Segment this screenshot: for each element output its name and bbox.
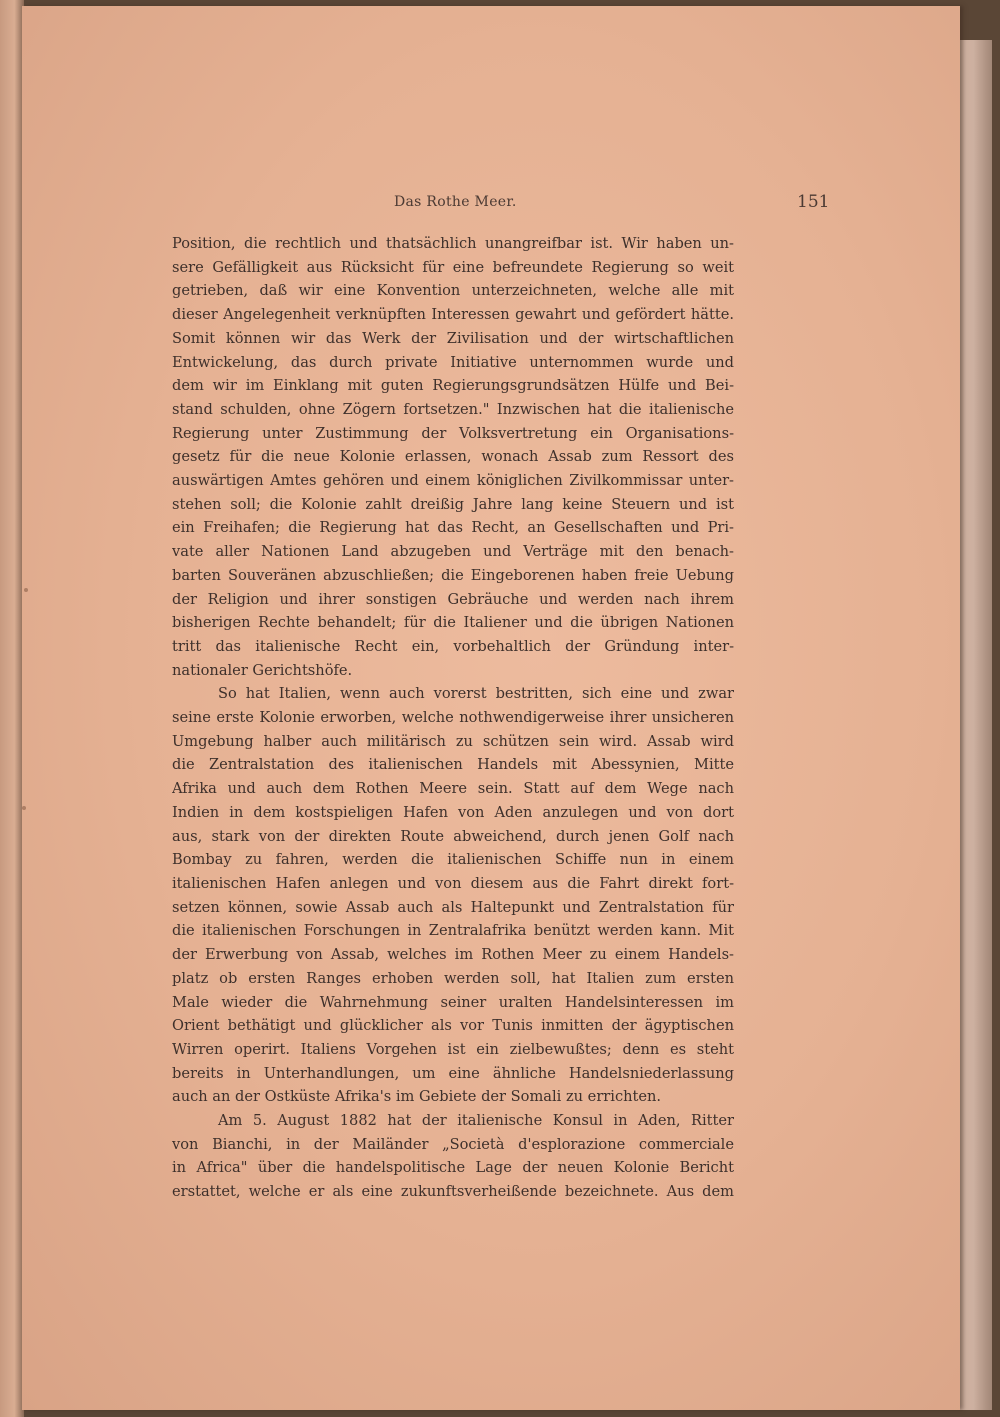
text-line: auswärtigen Amtes gehören und einem königlichen Zivilkommissar unter- — [172, 472, 734, 490]
paragraph — [172, 682, 734, 1109]
text-line: Bombay zu fahren, werden die italienischen Schiffe nun in einem — [172, 851, 734, 869]
text-line: stehen soll; die Kolonie zahlt dreißig Jahre lang keine Steuern und ist — [172, 495, 734, 513]
body-text — [172, 232, 734, 1204]
paragraph — [172, 1109, 734, 1204]
text-line: So hat Italien, wenn auch vorerst bestritten, sich eine und zwar — [218, 685, 734, 703]
text-line: Wirren operirt. Italiens Vorgehen ist ein zielbewußtes; denn es steht — [172, 1040, 734, 1058]
text-line: ein Freihafen; die Regierung hat das Recht, an Gesellschaften und Pri- — [172, 519, 734, 537]
page-header — [22, 194, 960, 214]
text-line: getrieben, daß wir eine Konvention unterzeichneten, welche alle mit — [172, 282, 734, 300]
paragraph — [172, 232, 734, 682]
text-line: platz ob ersten Ranges erhoben werden soll, hat Italien zum ersten — [172, 969, 734, 987]
facing-page-edge — [0, 0, 24, 1417]
paper-speck — [22, 806, 26, 810]
text-line: Am 5. August 1882 hat der italienische Konsul in Aden, Ritter — [218, 1112, 734, 1130]
text-line: sere Gefälligkeit aus Rücksicht für eine befreundete Regierung so weit — [172, 258, 734, 276]
text-line: von Bianchi, in der Mailänder „Società d'esplorazione commerciale — [172, 1135, 734, 1153]
text-line: die Zentralstation des italienischen Handels mit Abessynien, Mitte — [172, 756, 734, 774]
text-line: die italienischen Forschungen in Zentralafrika benützt werden kann. Mit — [172, 922, 734, 940]
text-line: seine erste Kolonie erworben, welche nothwendigerweise ihrer unsicheren — [172, 709, 734, 727]
text-line: Orient bethätigt und glücklicher als vor Tunis inmitten der ägyptischen — [172, 1017, 734, 1035]
text-line: Male wieder die Wahrnehmung seiner uralten Handelsinteressen im — [172, 993, 734, 1011]
text-line: Regierung unter Zustimmung der Volksvertretung ein Organisations- — [172, 424, 734, 442]
text-line: der Erwerbung von Assab, welches im Rothen Meer zu einem Handels- — [172, 946, 734, 964]
paper-speck — [24, 588, 28, 592]
text-line: dem wir im Einklang mit guten Regierungsgrundsätzen Hülfe und Bei- — [172, 377, 734, 395]
text-line: nationaler Gerichtshöfe. — [172, 661, 353, 679]
text-line: setzen können, sowie Assab auch als Haltepunkt und Zentralstation für — [172, 898, 734, 916]
text-line: Position, die rechtlich und thatsächlich unangreifbar ist. Wir haben un- — [172, 235, 734, 252]
text-line: aus, stark von der direkten Route abweichend, durch jenen Golf nach — [172, 827, 734, 845]
text-line: stand schulden, ohne Zögern fortsetzen." Inzwischen hat die italienische — [172, 400, 734, 418]
book-page — [22, 6, 960, 1410]
text-line: in Africa" über die handelspolitische Lage der neuen Kolonie Bericht — [172, 1159, 734, 1177]
page-number: 151 — [797, 192, 830, 212]
text-line: bisherigen Rechte behandelt; für die Italiener und die übrigen Nationen — [172, 614, 734, 632]
text-line: auch an der Ostküste Afrika's im Gebiete der Somali zu errichten. — [172, 1088, 662, 1106]
text-line: erstattet, welche er als eine zukunftsverheißende bezeichnete. Aus dem — [172, 1183, 734, 1201]
text-line: vate aller Nationen Land abzugeben und Verträge mit den benach- — [172, 543, 734, 561]
text-line: der Religion und ihrer sonstigen Gebräuche und werden nach ihrem — [172, 590, 734, 608]
text-line: Afrika und auch dem Rothen Meere sein. Statt auf dem Wege nach — [172, 780, 734, 798]
text-line: italienischen Hafen anlegen und von diesem aus die Fahrt direkt fort- — [172, 874, 734, 892]
text-line: Umgebung halber auch militärisch zu schützen sein wird. Assab wird — [172, 732, 734, 750]
running-head: Das Rothe Meer. — [394, 194, 517, 210]
text-line: gesetz für die neue Kolonie erlassen, wonach Assab zum Ressort des — [172, 448, 734, 466]
text-line: Somit können wir das Werk der Zivilisation und der wirtschaftlichen — [172, 329, 734, 347]
text-line: dieser Angelegenheit verknüpften Interessen gewahrt und gefördert hätte. — [172, 306, 734, 324]
text-line: Indien in dem kostspieligen Hafen von Aden anzulegen und von dort — [172, 803, 734, 821]
text-line: tritt das italienische Recht ein, vorbehaltlich der Gründung inter- — [172, 637, 734, 655]
text-line: barten Souveränen abzuschließen; die Eingeborenen haben freie Uebung — [172, 566, 734, 584]
text-line: bereits in Unterhandlungen, um eine ähnliche Handelsniederlassung — [172, 1064, 734, 1082]
text-line: Entwickelung, das durch private Initiative unternommen wurde und — [172, 353, 734, 371]
